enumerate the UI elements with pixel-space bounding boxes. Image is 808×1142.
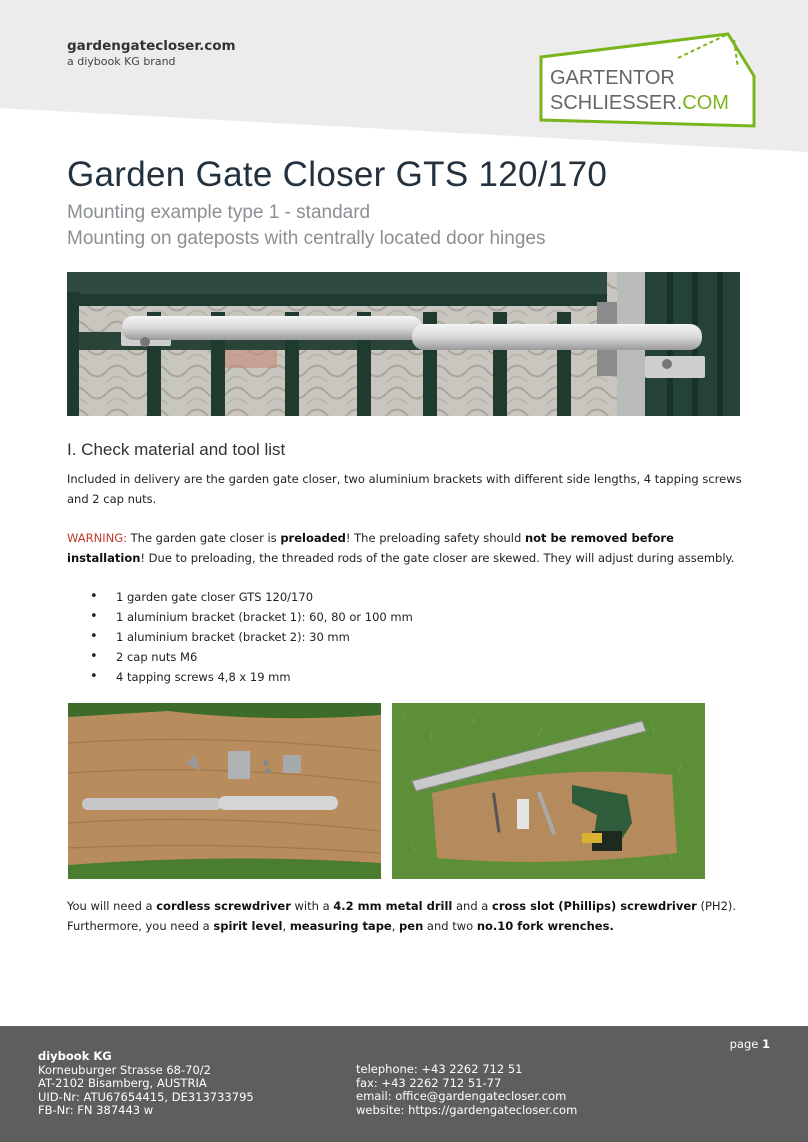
list-item: • 4 tapping screws 4,8 x 19 mm [90,667,413,687]
footer-contact-info [356,1063,577,1117]
logo-com: COM [682,92,729,114]
subtitle-mounting-type: Mounting example type 1 - standard [67,202,371,223]
uid-number: UID-Nr: ATU67654415, DE313733795 [38,1089,254,1104]
page-number: page 1 [729,1037,770,1051]
photo-delivery-parts [68,703,381,879]
page-title: Garden Gate Closer GTS 120/170 [67,155,608,194]
fb-number: FB-Nr: FN 387443 w [38,1103,154,1117]
logo-line1: GARTENTOR [550,67,675,89]
warning-paragraph: WARNING: The garden gate closer is preloaded! The preloading safety should not be removed before installation! Due to preloading, the threaded rods of the gate closer are skewed. They will adjust during assembly. [67,531,735,565]
list-item: • 1 aluminium bracket (bracket 1): 60, 80 or 100 mm [90,607,413,627]
list-item: • 2 cap nuts M6 [90,647,413,667]
list-item: • 1 aluminium bracket (bracket 2): 30 mm [90,627,413,647]
intro-paragraph: Included in delivery are the garden gate closer, two aluminium brackets with different side lengths, 4 tapping screws and 2 cap nuts. [67,472,742,506]
photo-required-tools [392,703,705,879]
material-list [90,587,413,687]
brand-block [67,38,236,68]
telephone: telephone: +43 2262 712 51 [356,1062,523,1076]
gartentor-schliesser-logo [538,32,760,132]
brand-subtitle: a diybook KG brand [67,55,176,68]
fax: fax: +43 2262 712 51-77 [356,1075,502,1090]
company-name: diybook KG [38,1049,112,1063]
brand-name[interactable]: gardengatecloser.com [67,38,236,54]
photo-mounted-closer [67,272,740,416]
logo-line2: SCHLIESSER. [550,92,683,114]
address-line-1: Korneuburger Strasse 68-70/2 [38,1062,211,1077]
section-heading-material-list: I. Check material and tool list [67,440,286,459]
footer-company-info [38,1050,254,1118]
footer [0,1026,808,1142]
tools-paragraph: You will need a cordless screwdriver with a 4.2 mm metal drill and a cross slot (Phillips) screwdriver (PH2). Furthermore, you need a spirit level, measuring tape, pen and two no.10 fork wrenches. [67,899,737,933]
address-line-2: AT-2102 Bisamberg, AUSTRIA [38,1076,207,1090]
email-link[interactable]: email: office@gardengatecloser.com [356,1089,567,1103]
warning-label: WARNING: [67,531,127,545]
website-link[interactable]: website: https://gardengatecloser.com [356,1102,578,1117]
svg-text:SCHLIESSER.COM [550,92,729,114]
list-item: • 1 garden gate closer GTS 120/170 [90,587,413,607]
subtitle-mounting-description: Mounting on gateposts with centrally located door hinges [67,228,546,249]
